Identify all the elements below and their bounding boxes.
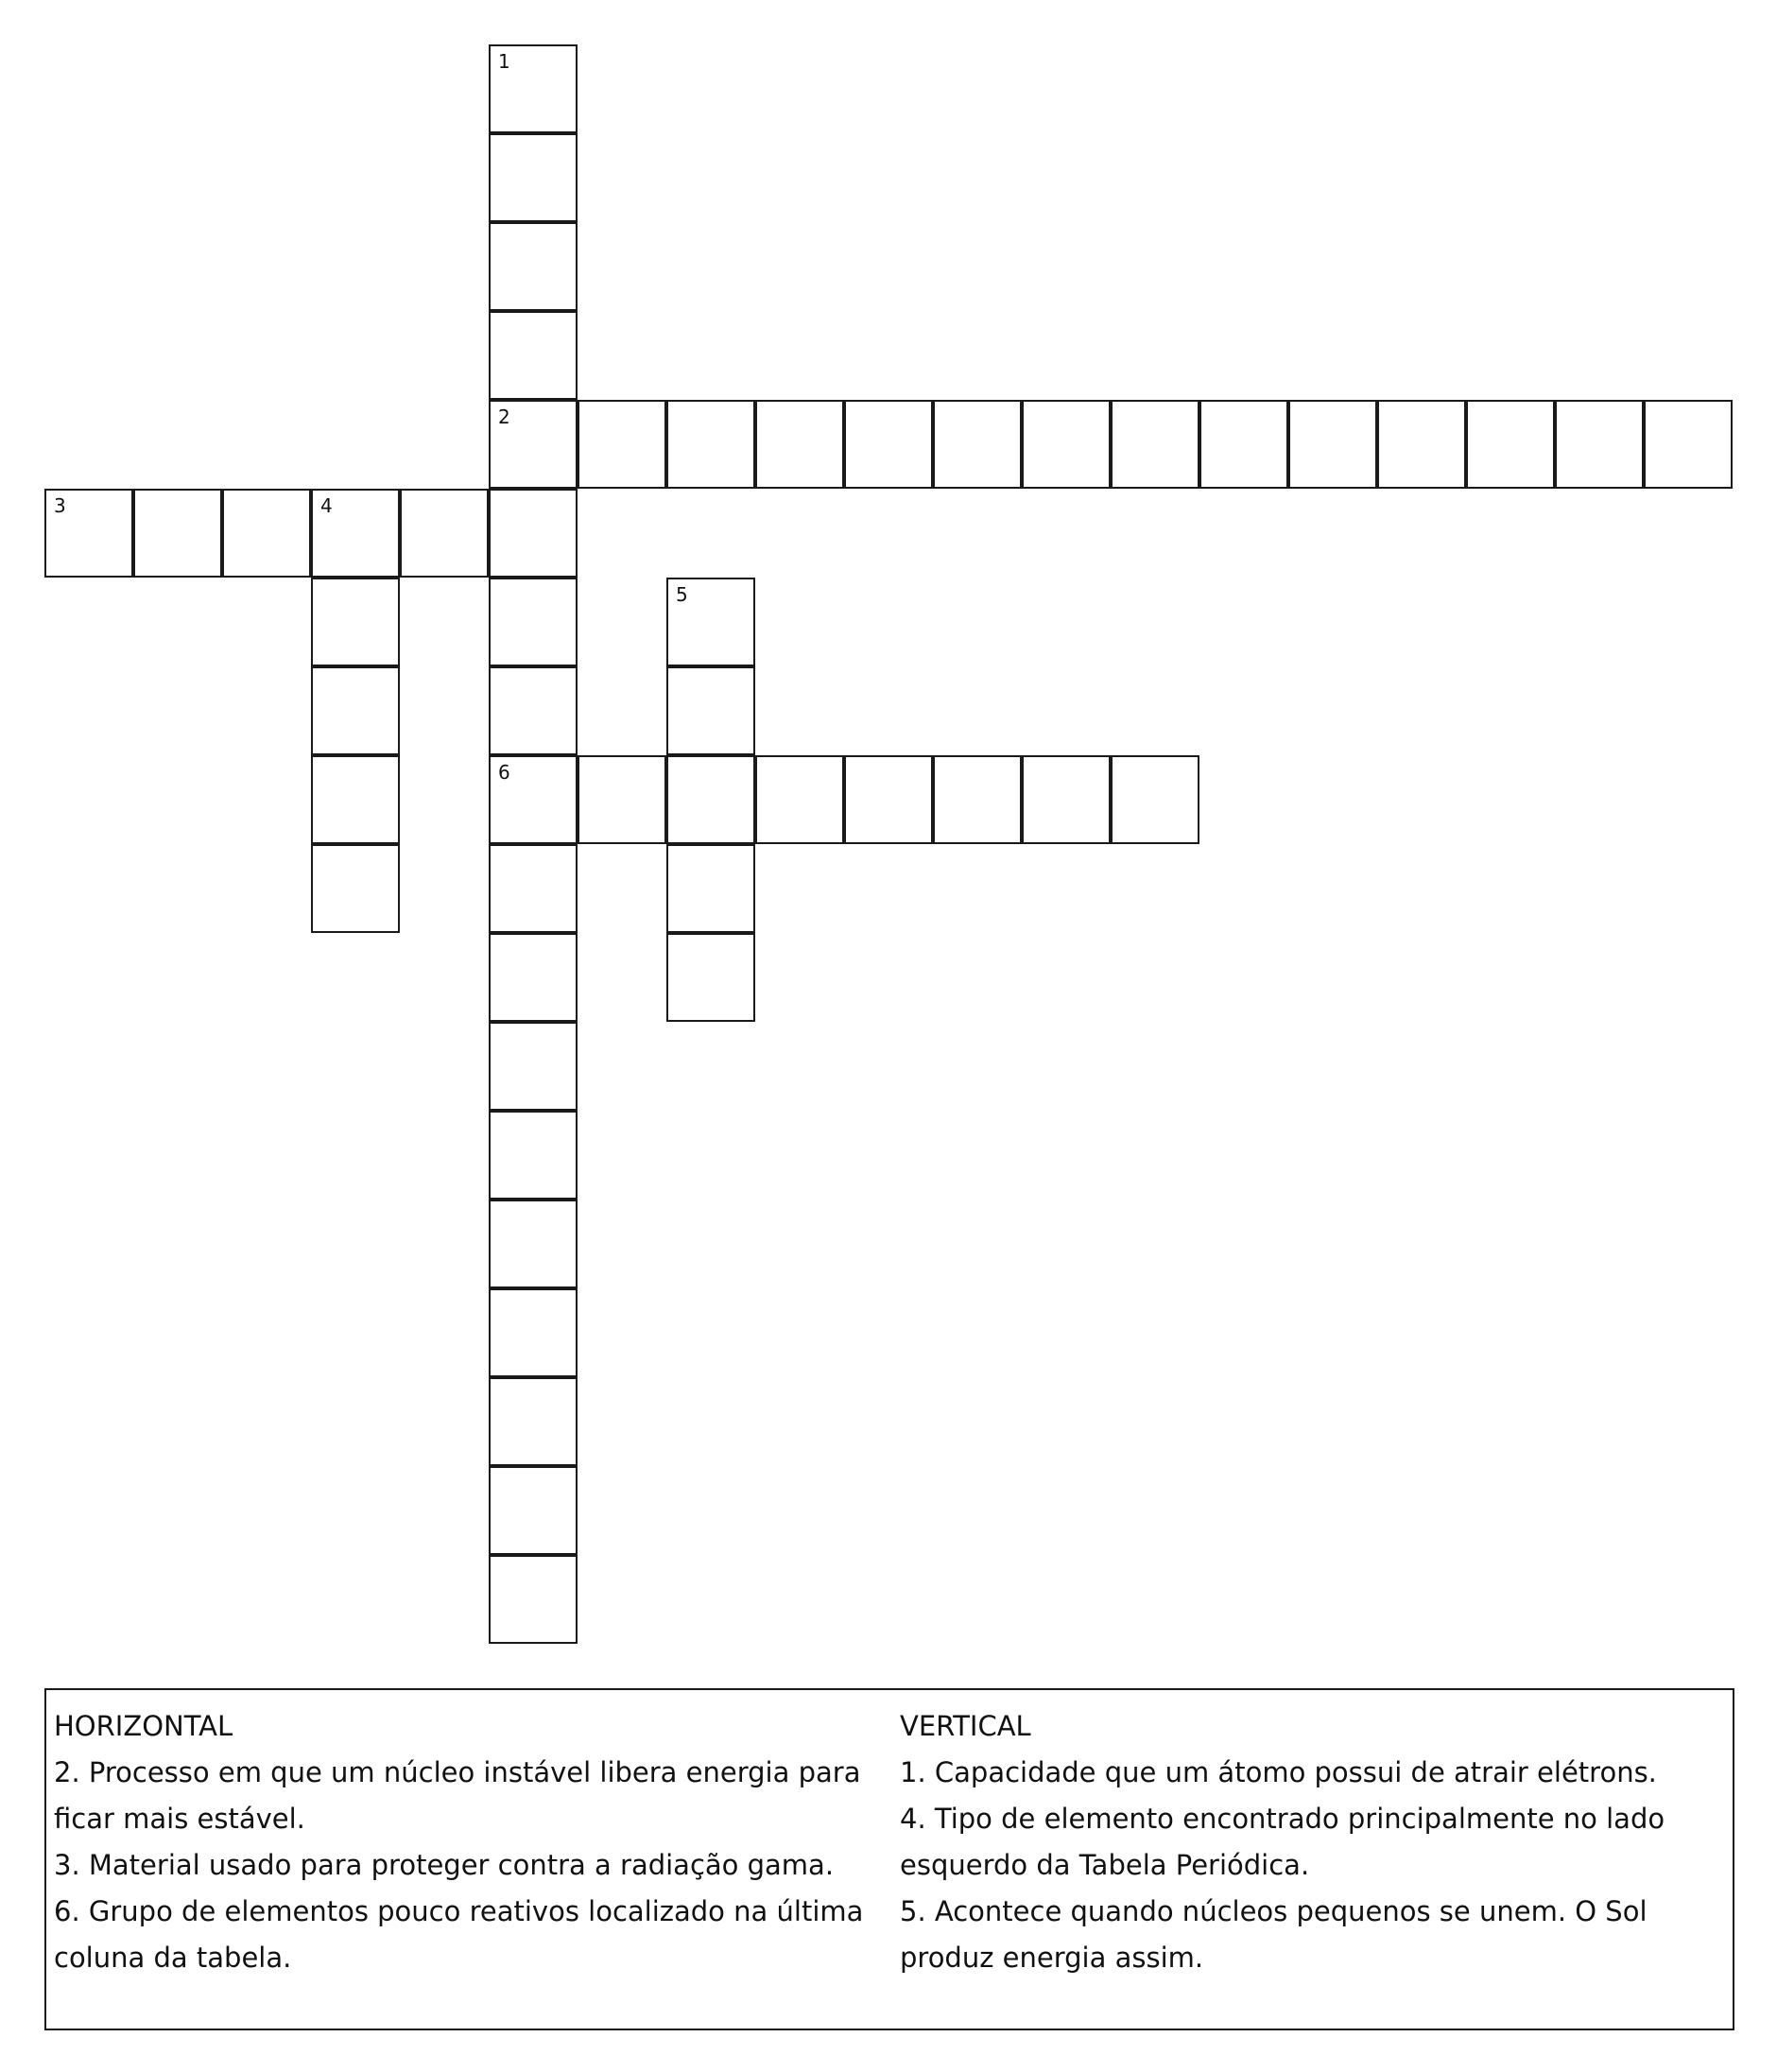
grid-cell[interactable]: [1466, 400, 1555, 489]
grid-cell[interactable]: [755, 400, 844, 489]
grid-cell[interactable]: [1199, 400, 1288, 489]
grid-cell[interactable]: [489, 933, 578, 1022]
horizontal-clues: [54, 1703, 890, 1981]
grid-cell[interactable]: [489, 1200, 578, 1288]
grid-cell[interactable]: [666, 400, 755, 489]
grid-cell[interactable]: [844, 755, 933, 844]
grid-cell[interactable]: [133, 489, 222, 578]
horizontal-clue-2: 2. Processo em que um núcleo instável libera energia para ficar mais estável.: [54, 1756, 861, 1835]
horizontal-clue-6: 6. Grupo de elementos pouco reativos localizado na última coluna da tabela.: [54, 1895, 864, 1974]
grid-cell[interactable]: [489, 1466, 578, 1555]
grid-cell[interactable]: [1111, 755, 1199, 844]
grid-cell[interactable]: [1022, 400, 1111, 489]
grid-cell[interactable]: [755, 755, 844, 844]
grid-cell[interactable]: [311, 844, 400, 933]
grid-cell[interactable]: [666, 578, 755, 666]
grid-cell[interactable]: [44, 489, 133, 578]
grid-cell[interactable]: [489, 755, 578, 844]
grid-cell[interactable]: [578, 755, 666, 844]
grid-cell[interactable]: [311, 666, 400, 755]
grid-cell[interactable]: [578, 400, 666, 489]
grid-cell[interactable]: [311, 489, 400, 578]
grid-cell[interactable]: [844, 400, 933, 489]
clue-number: 3: [54, 494, 66, 517]
grid-cell[interactable]: [489, 1022, 578, 1111]
grid-cell[interactable]: [1377, 400, 1466, 489]
grid-cell[interactable]: [489, 1555, 578, 1644]
clue-number: 6: [498, 761, 510, 784]
grid-cell[interactable]: [489, 489, 578, 578]
grid-cell[interactable]: [1555, 400, 1644, 489]
grid-cell[interactable]: [489, 1111, 578, 1200]
grid-cell[interactable]: [311, 755, 400, 844]
grid-cell[interactable]: [222, 489, 311, 578]
clue-number: 4: [320, 494, 333, 517]
vertical-clue-1: 1. Capacidade que um átomo possui de atrair elétrons.: [900, 1756, 1657, 1788]
clue-number: 5: [676, 583, 688, 606]
grid-cell[interactable]: [933, 755, 1022, 844]
vertical-clue-5: 5. Acontece quando núcleos pequenos se unem. O Sol produz energia assim.: [900, 1895, 1648, 1974]
horizontal-clue-3: 3. Material usado para proteger contra a radiação gama.: [54, 1849, 835, 1881]
grid-cell[interactable]: [1111, 400, 1199, 489]
grid-cell[interactable]: [489, 844, 578, 933]
clue-number: 1: [498, 50, 510, 73]
clues-box: [44, 1688, 1734, 2030]
grid-cell[interactable]: [489, 400, 578, 489]
clue-number: 2: [498, 406, 510, 428]
grid-cell[interactable]: [489, 222, 578, 311]
vertical-clues: [900, 1703, 1732, 1981]
vertical-clue-4: 4. Tipo de elemento encontrado principalmente no lado esquerdo da Tabela Periódica.: [900, 1803, 1665, 1881]
grid-cell[interactable]: [489, 311, 578, 400]
grid-cell[interactable]: [1022, 755, 1111, 844]
grid-cell[interactable]: [489, 666, 578, 755]
grid-cell[interactable]: [1644, 400, 1733, 489]
grid-cell[interactable]: [666, 933, 755, 1022]
grid-cell[interactable]: [489, 578, 578, 666]
grid-cell[interactable]: [489, 44, 578, 133]
grid-cell[interactable]: [311, 578, 400, 666]
horizontal-heading: HORIZONTAL: [54, 1710, 233, 1742]
grid-cell[interactable]: [933, 400, 1022, 489]
grid-cell[interactable]: [1288, 400, 1377, 489]
grid-cell[interactable]: [489, 1288, 578, 1377]
grid-cell[interactable]: [666, 755, 755, 844]
grid-cell[interactable]: [489, 1377, 578, 1466]
grid-cell[interactable]: [489, 133, 578, 222]
grid-cell[interactable]: [666, 844, 755, 933]
vertical-heading: VERTICAL: [900, 1710, 1031, 1742]
grid-cell[interactable]: [400, 489, 489, 578]
grid-cell[interactable]: [666, 666, 755, 755]
